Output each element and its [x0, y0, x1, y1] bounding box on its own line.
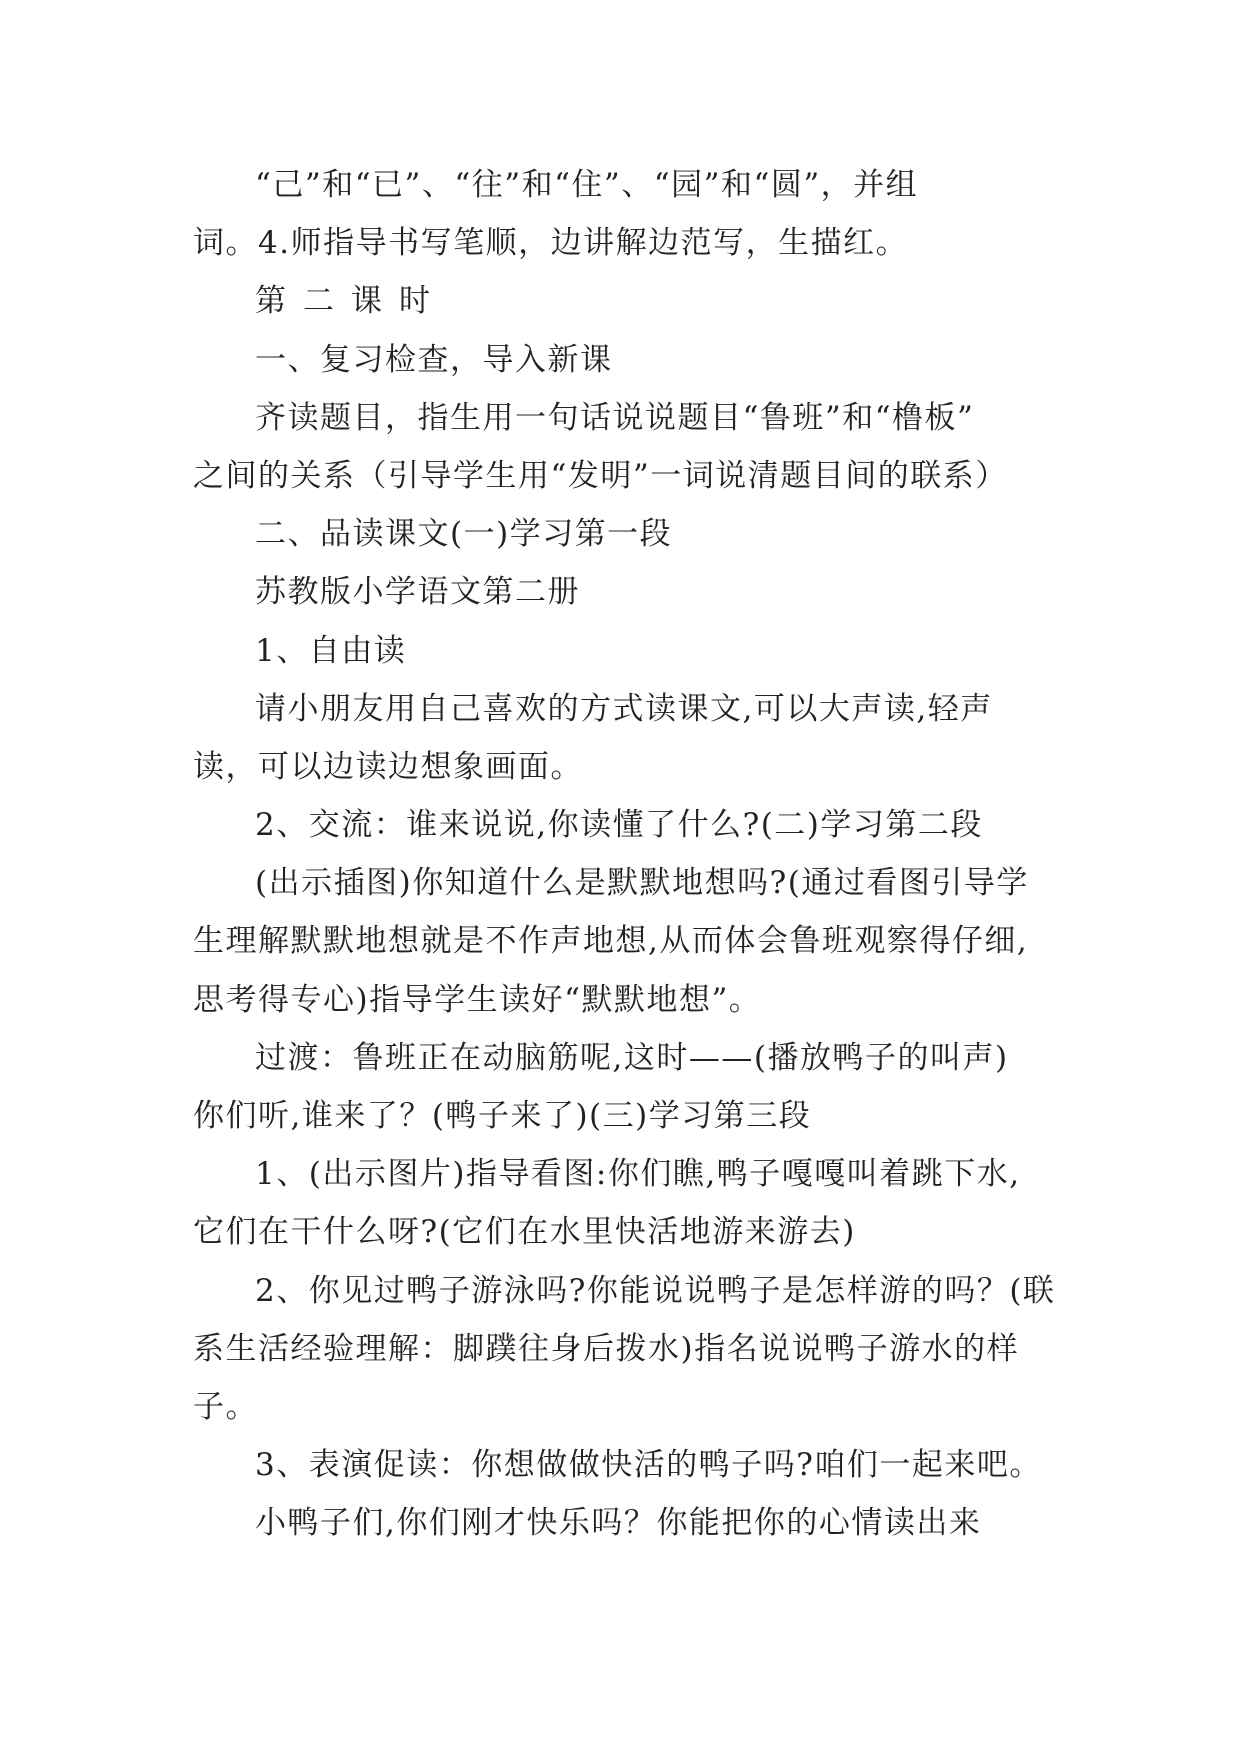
text-line: 苏教版小学语文第二册 — [255, 574, 580, 611]
text-line: 3、表演促读：你想做做快活的鸭子吗?咱们一起来吧。 — [255, 1447, 1042, 1484]
text-line: 之间的关系（引导学生用“发明”一词说清题目间的联系） — [193, 457, 1008, 494]
text-line: 子。 — [193, 1388, 258, 1425]
text-line: 请小朋友用自己喜欢的方式读课文,可以大声读,轻声 — [255, 690, 993, 727]
text-line: 一、复习检查，导入新课 — [255, 341, 613, 378]
text-line: 它们在干什么呀?(它们在水里快活地游来游去) — [193, 1214, 856, 1251]
text-line: (出示插图)你知道什么是默默地想吗?(通过看图引导学 — [255, 865, 1029, 902]
text-line: 生理解默默地想就是不作声地想,从而体会鲁班观察得仔细, — [193, 923, 1029, 960]
text-line: 齐读题目，指生用一句话说说题目“鲁班”和“橹板” — [255, 399, 975, 436]
text-line: 思考得专心)指导学生读好“默默地想”。 — [193, 981, 762, 1018]
text-line: 1、自由读 — [255, 632, 407, 669]
text-line: 2、你见过鸭子游泳吗?你能说说鸭子是怎样游的吗？(联 — [255, 1272, 1056, 1309]
text-line: 系生活经验理解：脚蹼往身后拨水)指名说说鸭子游水的样 — [193, 1330, 1020, 1367]
section-heading: 第二课时 — [255, 283, 447, 320]
document-body — [193, 156, 1067, 1553]
text-line: 小鸭子们,你们刚才快乐吗？你能把你的心情读出来 — [255, 1505, 982, 1542]
text-line: 1、(出示图片)指导看图:你们瞧,鸭子嘎嘎叫着跳下水, — [255, 1156, 1021, 1193]
text-line: “己”和“已”、“往”和“住”、“园”和“圆”，并组 — [255, 167, 919, 203]
text-line: 2、交流：谁来说说,你读懂了什么?(二)学习第二段 — [255, 807, 983, 844]
text-line: 你们听,谁来了？(鸭子来了)(三)学习第三段 — [193, 1098, 812, 1134]
text-line: 读，可以边读边想象画面。 — [193, 748, 583, 785]
text-line: 词。4.师指导书写笔顺，边讲解边范写，生描红。 — [193, 225, 909, 262]
text-line: 过渡：鲁班正在动脑筋呢,这时——(播放鸭子的叫声) — [255, 1039, 1009, 1076]
text-line: 二、品读课文(一)学习第一段 — [255, 516, 673, 553]
